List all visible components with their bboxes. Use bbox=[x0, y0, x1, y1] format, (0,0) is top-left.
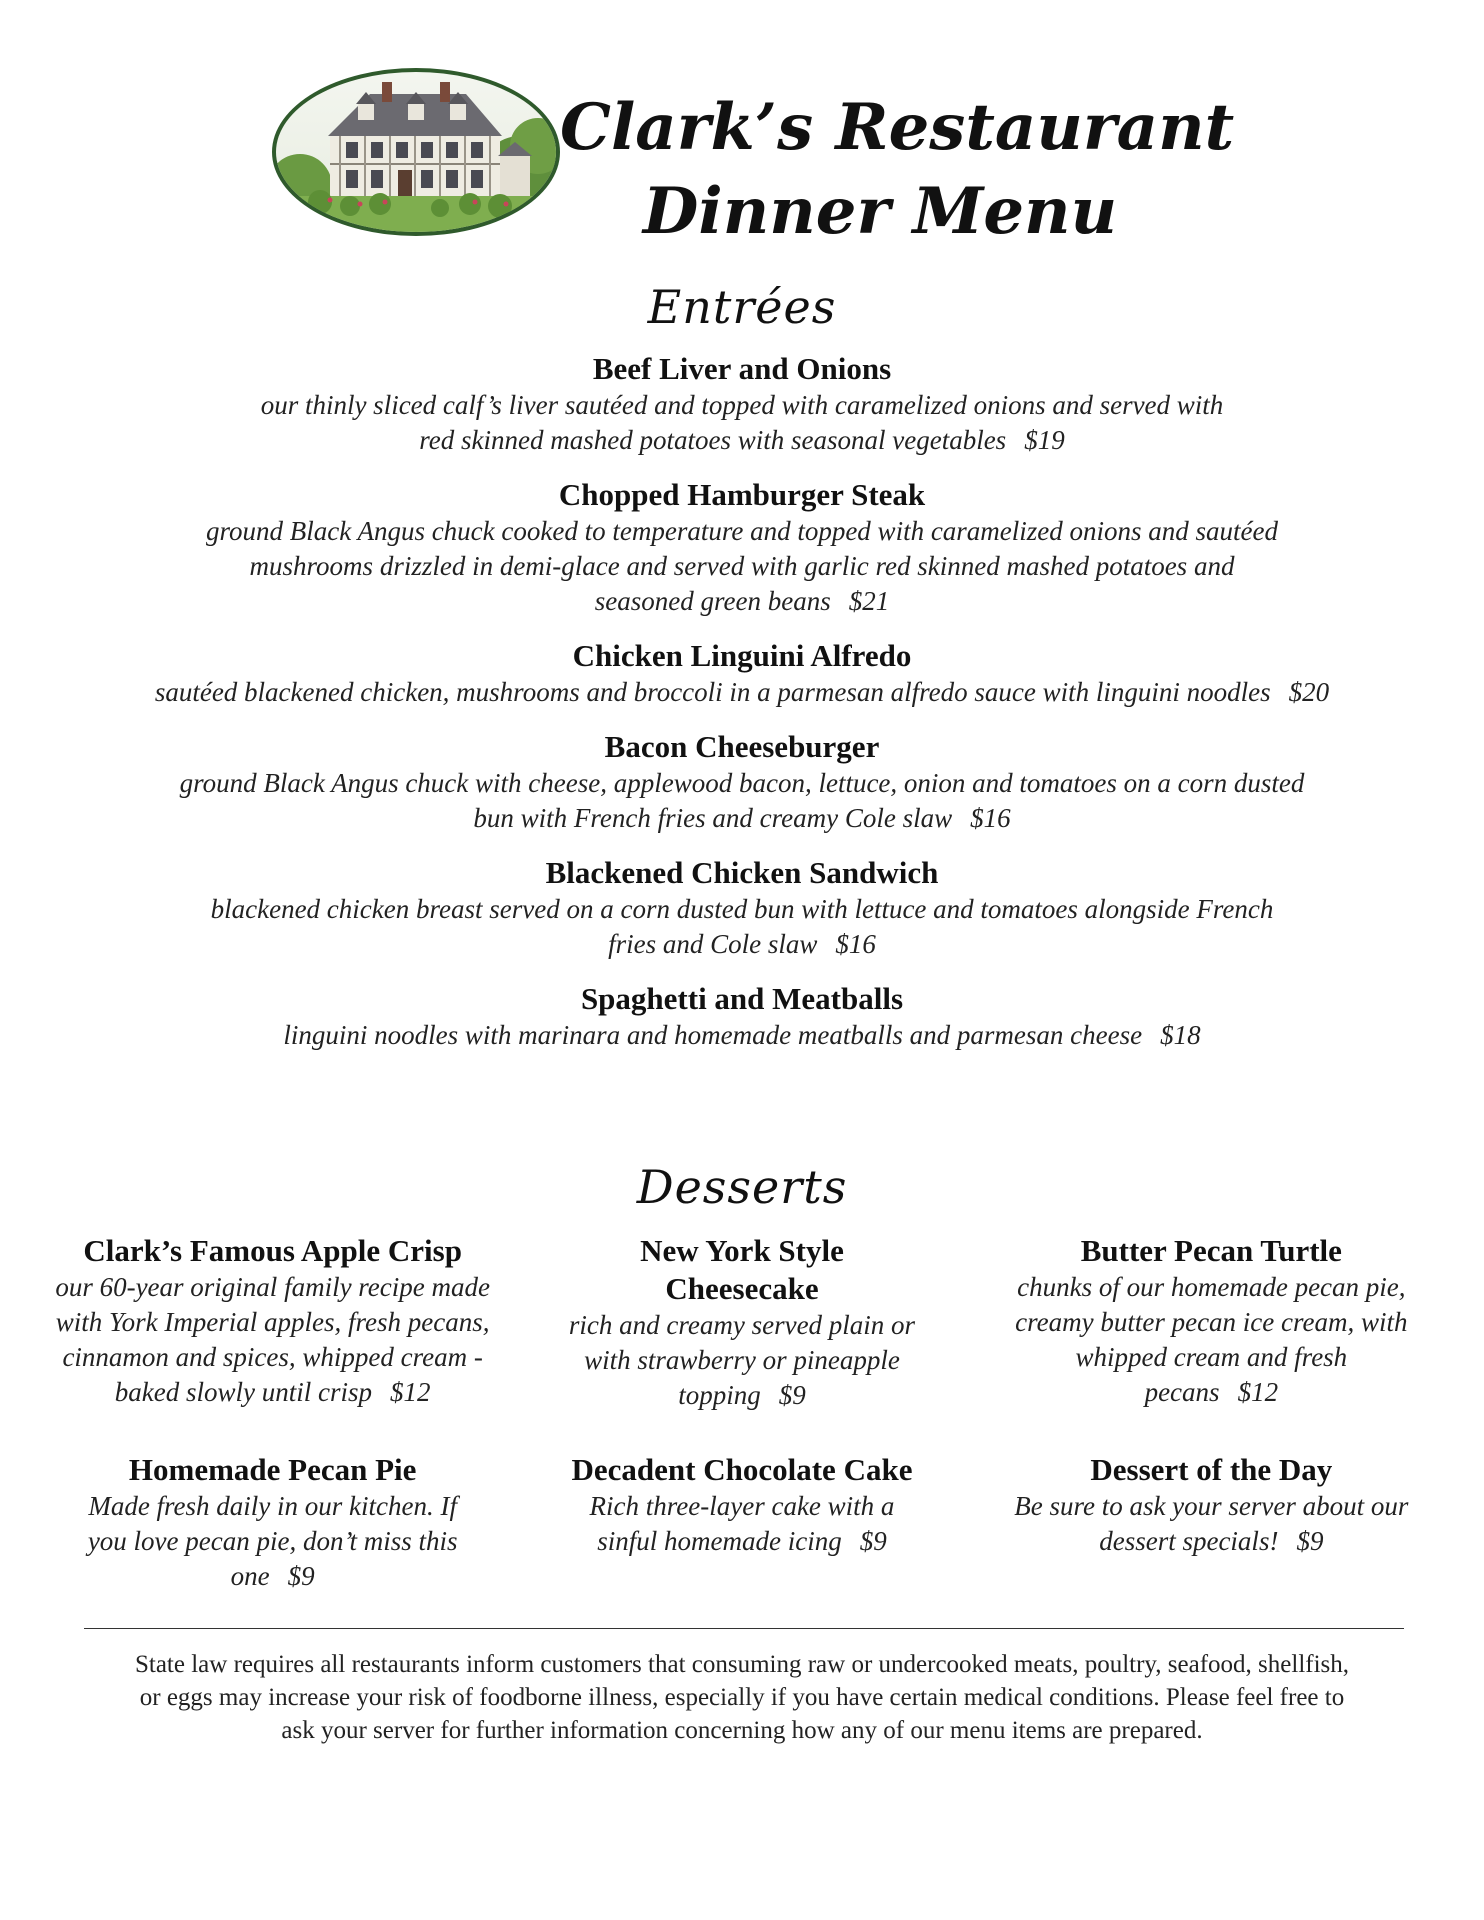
dessert-price: $12 bbox=[390, 1377, 431, 1407]
dessert-name: Homemade Pecan Pie bbox=[128, 1452, 417, 1487]
dessert-price: $9 bbox=[1296, 1526, 1324, 1556]
dessert-item bbox=[48, 1451, 497, 1594]
dessert-name: Clark’s Famous Apple Crisp bbox=[83, 1233, 462, 1268]
entree-item bbox=[90, 854, 1394, 962]
entree-price: $19 bbox=[1024, 425, 1065, 455]
entree-name: Spaghetti and Meatballs bbox=[580, 981, 904, 1016]
entree-description bbox=[90, 388, 1394, 458]
dessert-price: $9 bbox=[287, 1561, 315, 1591]
entree-description-text: blackened chicken breast served on a corn dusted bun with lettuce and tomatoes alongside French fries and Cole slaw bbox=[210, 894, 1274, 959]
dessert-item bbox=[987, 1451, 1436, 1594]
entree-description bbox=[90, 892, 1394, 962]
entree-description-text: ground Black Angus chuck cooked to temperature and topped with caramelized onions and sautéed mushrooms drizzled in demi-glace and served with garlic red skinned mashed potatoes and seasoned green beans bbox=[205, 516, 1279, 616]
entree-item bbox=[90, 350, 1394, 458]
desserts-grid bbox=[48, 1232, 1436, 1594]
dessert-description-text: Made fresh daily in our kitchen. If you love pecan pie, don’t miss this one bbox=[87, 1491, 458, 1591]
dessert-item bbox=[48, 1232, 497, 1413]
entree-item bbox=[90, 476, 1394, 619]
desserts-heading: Desserts bbox=[636, 1160, 848, 1214]
dessert-price: $9 bbox=[778, 1380, 806, 1410]
entree-price: $21 bbox=[848, 586, 890, 616]
dessert-description-text: Be sure to ask your server about our dessert specials! bbox=[1014, 1491, 1409, 1556]
entree-price: $18 bbox=[1160, 1020, 1201, 1050]
page-title bbox=[560, 86, 1235, 254]
entree-item bbox=[90, 728, 1394, 836]
entree-description-text: ground Black Angus chuck with cheese, applewood bacon, lettuce, onion and tomatoes on a corn dusted bun with French fries and creamy Cole slaw bbox=[179, 768, 1305, 833]
entree-name: Beef Liver and Onions bbox=[592, 351, 892, 386]
entree-item bbox=[90, 637, 1394, 710]
entree-price: $16 bbox=[970, 803, 1011, 833]
entree-description bbox=[90, 1018, 1394, 1053]
dessert-item bbox=[987, 1232, 1436, 1413]
dessert-name: Butter Pecan Turtle bbox=[1080, 1233, 1342, 1268]
dessert-name: Decadent Chocolate Cake bbox=[571, 1452, 913, 1487]
dessert-name: New York Style Cheesecake bbox=[640, 1233, 844, 1306]
entree-description-text: sautéed blackened chicken, mushrooms and broccoli in a parmesan alfredo sauce with linguini noodles bbox=[154, 677, 1271, 707]
dessert-description bbox=[987, 1270, 1436, 1410]
entree-description-text: our thinly sliced calf’s liver sautéed and topped with caramelized onions and served with red skinned mashed potatoes with seasonal vegetables bbox=[260, 390, 1224, 455]
dessert-description bbox=[48, 1270, 497, 1410]
entree-description-text: linguini noodles with marinara and homemade meatballs and parmesan cheese bbox=[283, 1020, 1143, 1050]
entree-name: Chicken Linguini Alfredo bbox=[572, 638, 912, 673]
entree-name: Blackened Chicken Sandwich bbox=[545, 855, 939, 890]
entree-description bbox=[90, 675, 1394, 710]
entree-description bbox=[90, 766, 1394, 836]
dessert-description bbox=[48, 1489, 497, 1594]
title-line-dinner-menu: Dinner Menu bbox=[642, 174, 1118, 249]
entrees-list bbox=[90, 350, 1394, 1071]
restaurant-house-logo bbox=[270, 66, 562, 238]
entree-price: $16 bbox=[835, 929, 876, 959]
dessert-description-text: Rich three-layer cake with a sinful homemade icing bbox=[589, 1491, 895, 1556]
dessert-description bbox=[517, 1489, 966, 1559]
section-divider bbox=[84, 1628, 1404, 1629]
dessert-price: $12 bbox=[1237, 1377, 1279, 1407]
dessert-description bbox=[987, 1489, 1436, 1559]
dessert-description-text: chunks of our homemade pecan pie, creamy butter pecan ice cream, with whipped cream and fresh pecans bbox=[1015, 1272, 1408, 1407]
dessert-price: $9 bbox=[859, 1526, 887, 1556]
entree-item bbox=[90, 980, 1394, 1053]
entree-name: Chopped Hamburger Steak bbox=[558, 477, 926, 512]
food-safety-notice: State law requires all restaurants inform customers that consuming raw or undercooked meats, poultry, seafood, shellfish, or eggs may increase your risk of foodborne illness, especially if you have certain medical conditions. Please feel free to ask your server for further information concerning how any of our menu items are prepared. bbox=[134, 1651, 1350, 1744]
dessert-description bbox=[517, 1308, 966, 1413]
dessert-description-text: rich and creamy served plain or with strawberry or pineapple topping bbox=[568, 1310, 916, 1410]
entree-description bbox=[90, 514, 1394, 619]
dessert-description-text: our 60-year original family recipe made with York Imperial apples, fresh pecans, cinnamon and spices, whipped cream - baked slowly until crisp bbox=[55, 1272, 490, 1407]
entree-name: Bacon Cheeseburger bbox=[604, 729, 880, 764]
title-line-restaurant: Clark’s Restaurant bbox=[560, 90, 1235, 165]
entree-price: $20 bbox=[1288, 677, 1330, 707]
dessert-name: Dessert of the Day bbox=[1090, 1452, 1333, 1487]
entrees-heading: Entrées bbox=[647, 280, 837, 334]
dessert-item bbox=[517, 1451, 966, 1594]
dessert-item bbox=[517, 1232, 966, 1413]
